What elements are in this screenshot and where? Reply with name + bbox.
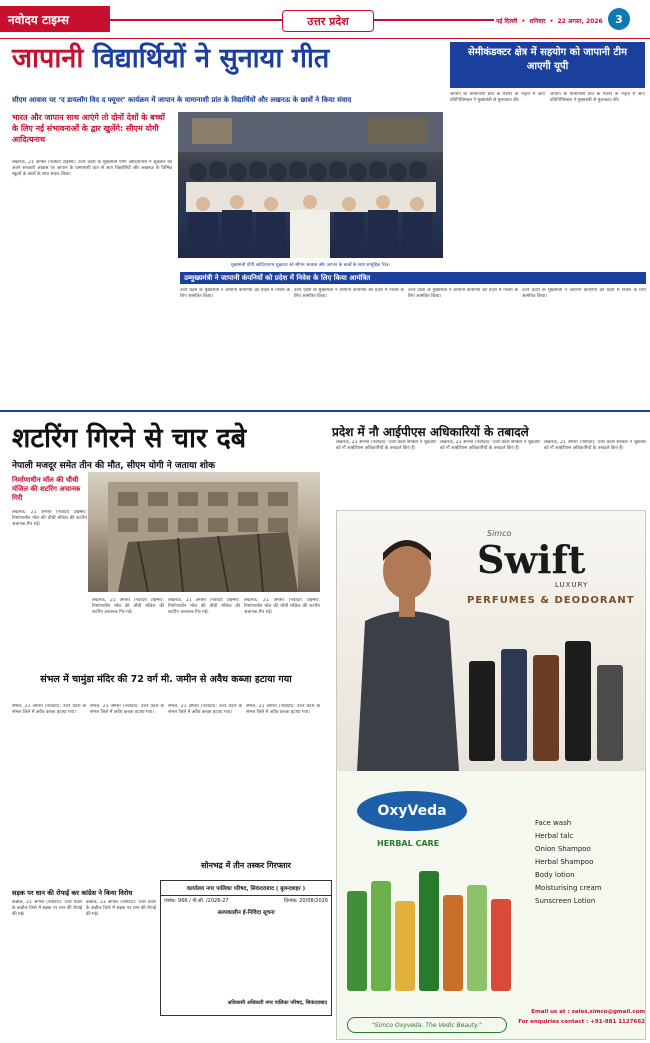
lead-subhead: सीएम आवास पर ‘द डायलॉग विद द फ्यूचर’ कार्यक्रम में जापान के यामानाशी प्रांत के विद्यार्थियों और लखनऊ के छात्रों ने किया संवाद xyxy=(12,96,352,104)
sambhal-body-col4: संभल, 21 अगस्त (नवोदय): उत्तर प्रदेश के संभल जिले में अवैध कब्जा हटाया गया। xyxy=(246,704,320,715)
section-label: उत्तर प्रदेश xyxy=(282,10,374,32)
ad-luxury: LUXURY xyxy=(555,581,589,589)
ad-herbal-products xyxy=(347,861,527,991)
group-photo-illustration xyxy=(178,112,443,258)
bottle-3 xyxy=(533,655,559,761)
ad-feature-list xyxy=(535,817,643,908)
ad-feature: Body lotion xyxy=(535,871,575,879)
tender-refs xyxy=(161,896,331,906)
semiconductor-body-col2: जापान के यामानाशी प्रांत के गवर्नर के नेतृत्व में आए प्रतिनिधिमंडल ने मुख्यमंत्री से मुलाकात की। xyxy=(550,92,645,103)
ad-product: Swift xyxy=(477,537,586,582)
simco-advertisement xyxy=(336,510,646,1040)
sonbhadra-headline: सोनभद्र में तीन तस्कर गिरफ्तार xyxy=(201,861,291,870)
tender-title: कार्यालय नगर पालिका परिषद, सिकंदराबाद ( बुलन्दशहर ) xyxy=(161,881,331,896)
masthead: नवोदय टाइम्स xyxy=(0,6,110,32)
dateline-date: 22 अगस्त, 2026 xyxy=(557,18,603,25)
shuttering-body-col4: लखनऊ, 21 अगस्त (नवोदय टाइम्स): निर्माणाधीन मॉल की चौथी मंजिल की शटरिंग अचानक गिर गई। xyxy=(244,598,320,615)
investment-body-col3: उत्तर प्रदेश के मुख्यमंत्री ने जापानी कंपनियों को प्रदेश में निवेश के लिए आमंत्रित किया। xyxy=(408,288,518,299)
lead-bullet: भारत और जापान साथ आएंगे तो दोनों देशों के बच्चों के लिए नई संभावनाओं के द्वार खुलेंगे: सीएम योगी आदित्यनाथ xyxy=(12,113,165,144)
ad-brand: Simco xyxy=(487,529,512,538)
header-rule-left xyxy=(110,19,282,21)
bottle-4 xyxy=(565,641,591,761)
sambhal-body-col3: संभल, 21 अगस्त (नवोदय): उत्तर प्रदेश के संभल जिले में अवैध कब्जा हटाया गया। xyxy=(168,704,242,715)
shuttering-body-col3: लखनऊ, 21 अगस्त (नवोदय टाइम्स): निर्माणाधीन मॉल की चौथी मंजिल की शटरिंग अचानक गिर गई। xyxy=(168,598,240,615)
tender-notice xyxy=(160,880,332,1016)
ad-feature: Sunscreen Lotion xyxy=(535,897,596,905)
sambhal-headline: संभल में चामुंडा मंदिर की 72 वर्ग मी. जमीन से अवैध कब्जा हटाया गया xyxy=(40,674,292,685)
section-divider xyxy=(0,410,650,412)
congress-body-col1: कन्नौज, 21 अगस्त (नवोदय): उत्तर प्रदेश के कन्नौज जिले में सड़क पर धान की रोपाई की गई। xyxy=(12,900,82,917)
collapse-photo xyxy=(88,472,320,592)
ad-feature: Face wash xyxy=(535,819,572,827)
tender-body xyxy=(161,918,331,998)
header-divider xyxy=(0,38,650,39)
dateline: नई दिल्ली • शनिवार • 22 अगस्त, 2026 xyxy=(496,17,603,25)
bottle-2 xyxy=(501,649,527,761)
ips-body-col1: लखनऊ, 21 अगस्त (नवोदय): उत्तर प्रदेश सरकार ने शुक्रवार को नौ आईपीएस अधिकारियों के तबादले किए हैं। xyxy=(336,440,436,451)
ad-phone: For enquiries contact : +91-981 1127662 xyxy=(518,1019,645,1025)
ad-bottles xyxy=(469,621,639,761)
investment-headline: उम्मुख्यमंत्री ने जापानी कंपनियों को प्रदेश में निवेश के लिए किया आमंत्रित xyxy=(180,272,646,284)
ad-feature: Herbal talc xyxy=(535,832,574,840)
shuttering-bullet: निर्माणाधीन मॉल की चौथी मंजिल की शटरिंग अचानक गिरी xyxy=(12,476,81,502)
semiconductor-headline: सेमीकंडक्टर क्षेत्र में सहयोग को जापानी टीम आएगी यूपी xyxy=(450,42,645,88)
investment-body-col1: उत्तर प्रदेश के मुख्यमंत्री ने जापानी कंपनियों को प्रदेश में निवेश के लिए आमंत्रित किया। xyxy=(180,288,290,299)
lead-headline xyxy=(12,42,442,76)
ad-tagline: PERFUMES & DEODORANT xyxy=(467,595,635,606)
congress-body-col2: कन्नौज, 21 अगस्त (नवोदय): उत्तर प्रदेश के कन्नौज जिले में सड़क पर धान की रोपाई की गई। xyxy=(86,900,156,917)
shuttering-body-col1: लखनऊ, 21 अगस्त (नवोदय टाइम्स): निर्माणाधीन मॉल की चौथी मंजिल की शटरिंग अचानक गिर गई। xyxy=(12,510,87,527)
ad-feature: Moisturising cream xyxy=(535,884,602,892)
shuttering-headline: शटरिंग गिरने से चार दबे xyxy=(12,423,247,454)
ips-transfer-headline: प्रदेश में नौ आईपीएस अधिकारियों के तबादले xyxy=(332,425,529,439)
congress-protest-headline: सड़क पर धान की रोपाई कर कांग्रेस ने किया विरोध xyxy=(12,889,133,897)
ips-body-col3: लखनऊ, 21 अगस्त (नवोदय): उत्तर प्रदेश सरकार ने शुक्रवार को नौ आईपीएस अधिकारियों के तबादले किए हैं। xyxy=(544,440,646,451)
investment-body-col2: उत्तर प्रदेश के मुख्यमंत्री ने जापानी कंपनियों को प्रदेश में निवेश के लिए आमंत्रित किया। xyxy=(294,288,404,299)
sambhal-body-col1: संभल, 21 अगस्त (नवोदय): उत्तर प्रदेश के संभल जिले में अवैध कब्जा हटाया गया। xyxy=(12,704,86,715)
header-rule-right xyxy=(374,19,494,21)
bottle-5 xyxy=(597,665,623,761)
lead-photo-caption: मुख्यमंत्री योगी आदित्यनाथ शुक्रवार को सीएम आवास और जापान के छात्रों के साथ सामूहिक चित्र। xyxy=(231,263,390,268)
ad-feature: Onion Shampoo xyxy=(535,845,591,853)
ad-feature: Herbal Shampoo xyxy=(535,858,594,866)
tender-ref: पत्रांक: 966 / पी.सी. /2026-27 xyxy=(164,898,229,904)
lead-headline-part2: विद्यार्थियों ने सुनाया गीत xyxy=(92,43,330,74)
lead-headline-part1: जापानी xyxy=(12,43,84,74)
ad-model-illustration xyxy=(347,531,467,771)
shuttering-subhead: नेपाली मजदूर समेत तीन की मौत, सीएम योगी ने जताया शोक xyxy=(12,461,216,471)
bottle-1 xyxy=(469,661,495,761)
lead-body: लखनऊ, 21 अगस्त (नवोदय टाइम्स): उत्तर प्रदेश के मुख्यमंत्री योगी आदित्यनाथ ने शुक्रवार को अपने सरकारी आवास पर जापान के यामानाशी प्रांत से आए विद्यार्थियों और लखनऊ के विभिन्न स्कूलों के छात्रों के साथ संवाद किया। xyxy=(12,160,172,177)
ips-body-col2: लखनऊ, 21 अगस्त (नवोदय): उत्तर प्रदेश सरकार ने शुक्रवार को नौ आईपीएस अधिकारियों के तबादले किए हैं। xyxy=(440,440,540,451)
semiconductor-body-col1: जापान के यामानाशी प्रांत के गवर्नर के नेतृत्व में आए प्रतिनिधिमंडल ने मुख्यमंत्री से मुलाकात की। xyxy=(450,92,545,103)
tender-date: दिनांक: 20/08/2026 xyxy=(284,898,328,904)
investment-body-col4: उत्तर प्रदेश के मुख्यमंत्री ने जापानी कंपनियों को प्रदेश में निवेश के लिए आमंत्रित किया। xyxy=(522,288,646,299)
ad-oxyveda-logo: OxyVeda xyxy=(357,791,467,831)
lead-photo xyxy=(178,112,443,258)
ad-email: Email us at : sales.simco@gmail.com xyxy=(531,1009,645,1015)
building-illustration xyxy=(88,472,320,592)
tender-notice-title: अल्पकालीन ई-निविदा सूचना xyxy=(217,910,275,916)
sambhal-body-col2: संभल, 21 अगस्त (नवोदय): उत्तर प्रदेश के संभल जिले में अवैध कब्जा हटाया गया। xyxy=(90,704,164,715)
ad-slogan: "Simco Oxyveda. The Vedic Beauty." xyxy=(347,1017,507,1033)
page-number: 3 xyxy=(608,8,630,30)
ad-herbal: HERBAL CARE xyxy=(377,839,440,848)
tender-signature: अधिशासी अधिकारी नगर पालिका परिषद, सिकंदराबाद xyxy=(227,1000,327,1006)
dateline-day: शनिवार xyxy=(529,18,546,25)
dateline-city: नई दिल्ली xyxy=(496,18,518,25)
shuttering-body-col2: लखनऊ, 21 अगस्त (नवोदय टाइम्स): निर्माणाधीन मॉल की चौथी मंजिल की शटरिंग अचानक गिर गई। xyxy=(92,598,164,615)
